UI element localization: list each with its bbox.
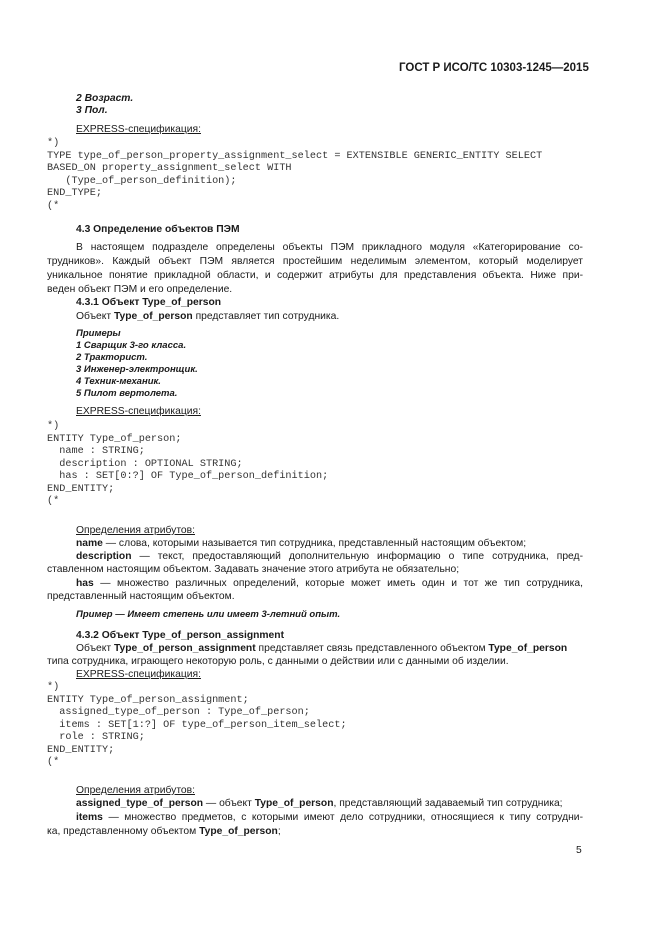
example-note: Пример — Имеет степень или имеет 3-летний опыт. [76, 609, 341, 620]
attribute-text-prefix: ка, представленному объектом [47, 826, 200, 837]
attribute-text: — множество различных определений, которые может иметь один и тот же тип сотрудника, [93, 578, 583, 589]
code-line: (* [47, 496, 60, 507]
attribute-definition [76, 537, 526, 551]
code-line: *) [47, 138, 60, 149]
code-line: BASED_ON property_assignment_select WITH [47, 163, 292, 174]
desc-prefix: Объект [76, 311, 114, 322]
attribute-definition [76, 550, 583, 564]
paragraph-line: трудников». Каждый объект ПЭМ является простейшим неделимым элементом, который моделирует [47, 256, 583, 267]
attribute-definition [76, 577, 583, 591]
list-item: 2 Возраст. [76, 93, 134, 104]
code-line: ENTITY Type_of_person_assignment; [47, 695, 249, 706]
attribute-text: , представляющий задаваемый тип сотрудника; [333, 798, 563, 809]
list-item: 3 Пол. [76, 105, 108, 116]
code-line: items : SET[1:?] OF type_of_person_item_select; [47, 720, 347, 731]
object-description [76, 310, 339, 324]
object-name: Type_of_person [113, 311, 193, 322]
attribute-text: — текст, предоставляющий дополнительную информацию о типе сотрудника, пред- [131, 551, 583, 562]
attribute-text: представленный настоящим объектом. [47, 591, 235, 602]
paragraph-line: В настоящем подразделе определены объекты ПЭМ прикладного модуля «Категорирование со- [76, 242, 583, 253]
object-name: Type_of_person_assignment [113, 643, 256, 654]
code-line: *) [47, 421, 60, 432]
desc-mid: представляет связь представленного объектом [255, 643, 489, 654]
examples-title: Примеры [76, 328, 121, 339]
attribute-term: items [76, 812, 103, 823]
desc-prefix: Объект [76, 643, 114, 654]
example-item: 3 Инженер-электронщик. [76, 364, 198, 375]
object-name: Type_of_person [254, 798, 334, 809]
attribute-term: description [76, 551, 132, 562]
attribute-definition [76, 811, 583, 825]
attribute-text: — множество предметов, с которыми имеют дело сотрудники, относящиеся к типу сотрудни- [102, 812, 583, 823]
object-name: Type_of_person [488, 643, 568, 654]
code-line: role : STRING; [47, 732, 145, 743]
object-name: Type_of_person [199, 826, 278, 837]
attribute-text [47, 825, 281, 839]
standard-header: ГОСТ Р ИСО/ТС 10303-1245—2015 [399, 62, 589, 74]
express-label: EXPRESS-спецификация: [76, 406, 201, 417]
example-item: 4 Техник-механик. [76, 376, 161, 387]
attributes-label: Определения атрибутов: [76, 785, 195, 796]
desc-suffix: представляет тип сотрудника. [192, 311, 340, 322]
attribute-text: — слова, которыми называется тип сотрудника, представленный настоящим объектом; [102, 538, 527, 549]
attribute-term: name [76, 538, 103, 549]
section-title: 4.3 Определение объектов ПЭМ [76, 224, 240, 235]
code-line: assigned_type_of_person : Type_of_person; [47, 707, 310, 718]
subsection-title: 4.3.1 Объект Type_of_person [76, 297, 222, 308]
code-line: END_ENTITY; [47, 484, 115, 495]
code-line: (Type_of_person_definition); [47, 176, 237, 187]
attribute-definition [76, 797, 563, 811]
subsection-title: 4.3.2 Объект Type_of_person_assignment [76, 630, 285, 641]
code-line: *) [47, 682, 60, 693]
code-line: has : SET[0:?] OF Type_of_person_definition; [47, 471, 329, 482]
example-item: 5 Пилот вертолета. [76, 388, 178, 399]
code-line: (* [47, 757, 60, 768]
attribute-term: assigned_type_of_person [76, 798, 204, 809]
paragraph-line: уникальное понятие прикладной области, и содержит атрибуты для представления объекта. Ниже при- [47, 270, 583, 281]
attribute-text: ставленном настоящим объектом. Задавать значение этого атрибута не обязательно; [47, 564, 460, 575]
attribute-text: — объект [203, 798, 255, 809]
example-item: 2 Тракторист. [76, 352, 148, 363]
paragraph-line: типа сотрудника, играющего некоторую роль, с данными о действии или с данными об изделии. [47, 656, 509, 667]
express-label: EXPRESS-спецификация: [76, 124, 201, 135]
code-line: name : STRING; [47, 446, 145, 457]
attributes-label: Определения атрибутов: [76, 525, 195, 536]
paragraph-line: веден объект ПЭМ и его определение. [47, 284, 233, 295]
code-line: TYPE type_of_person_property_assignment_select = EXTENSIBLE GENERIC_ENTITY SELECT [47, 151, 543, 162]
code-line: END_TYPE; [47, 188, 103, 199]
attribute-text-suffix: ; [277, 826, 281, 837]
code-line: description : OPTIONAL STRING; [47, 459, 243, 470]
code-line: (* [47, 201, 60, 212]
code-line: ENTITY Type_of_person; [47, 434, 182, 445]
page-number: 5 [576, 845, 582, 856]
example-item: 1 Сварщик 3-го класса. [76, 340, 187, 351]
object-description [76, 642, 567, 656]
express-label: EXPRESS-спецификация: [76, 669, 201, 680]
attribute-term: has [76, 578, 94, 589]
code-line: END_ENTITY; [47, 745, 115, 756]
